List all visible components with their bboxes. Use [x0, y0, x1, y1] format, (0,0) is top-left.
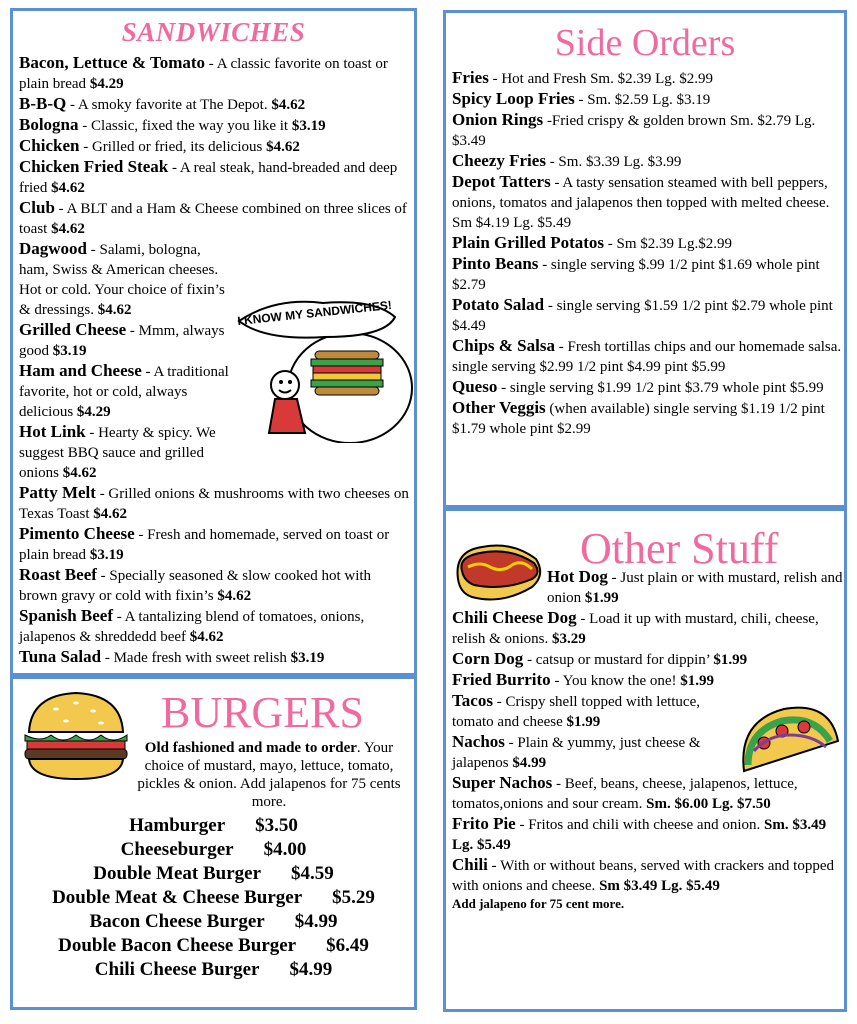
menu-item: Hot Link - Hearty & spicy. We suggest BBQ sauce and grilled onions $4.62: [19, 422, 216, 481]
menu-item: Queso - single serving $1.99 1/2 pint $3.79 whole pint $5.99: [452, 377, 824, 396]
menu-item: Pimento Cheese - Fresh and homemade, served on toast or plain bread $3.19: [19, 524, 390, 563]
sandwiches-section: [10, 8, 417, 676]
menu-item: Chicken - Grilled or fried, its delicious $4.62: [19, 136, 300, 155]
other-stuff-section: [443, 508, 847, 1012]
menu-item: Tuna Salad - Made fresh with sweet relish $3.19: [19, 647, 325, 666]
menu-item: Corn Dog - catsup or mustard for dippin’ $1.99: [452, 649, 748, 668]
menu-item: Chili - With or without beans, served with crackers and topped with onions and cheese. Sm $3.49 Lg. $5.49: [452, 855, 835, 894]
menu-item: Cheezy Fries - Sm. $3.39 Lg. $3.99: [452, 151, 682, 170]
other-stuff-title: Other Stuff: [580, 524, 779, 573]
menu-item: Patty Melt - Grilled onions & mushrooms with two cheeses on Texas Toast $4.62: [19, 483, 409, 522]
menu-item: B-B-Q - A smoky favorite at The Depot. $4.62: [19, 94, 306, 113]
menu-item: Bacon Cheese Burger $4.99: [89, 911, 338, 932]
sandwiches-title: SANDWICHES: [121, 17, 306, 47]
menu-item: Onion Rings -Fried crispy & golden brown Sm. $2.79 Lg. $3.49: [452, 110, 816, 149]
burgers-list: [13, 814, 414, 982]
menu-item: Fried Burrito - You know the one! $1.99: [452, 670, 715, 689]
menu-item: Depot Tatters - A tasty sensation steamed with bell peppers, onions, tomatos and jalapenos then topped with melted cheese. Sm $4.19 Lg. $5.49: [452, 172, 830, 231]
menu-item: Fries - Hot and Fresh Sm. $2.39 Lg. $2.99: [452, 68, 713, 87]
menu-item: Potato Salad - single serving $1.59 1/2 pint $2.79 whole pint $4.49: [452, 295, 833, 334]
menu-item: Bologna - Classic, fixed the way you like it $3.19: [19, 115, 326, 134]
menu-item: Dagwood - Salami, bologna, ham, Swiss & American cheeses. Hot or cold. Your choice of fixin’s & dressings. $4.62: [19, 239, 225, 318]
menu-item: Hamburger $3.50: [129, 815, 298, 836]
burger-icon: [21, 687, 131, 787]
side-orders-section: [443, 10, 847, 508]
menu-item: Ham and Cheese - A traditional favorite, hot or cold, always delicious $4.29: [19, 361, 229, 420]
menu-item: Chips & Salsa - Fresh tortillas chips and our homemade salsa. single serving $2.99 1/2 pint $4.99 pint $5.99: [452, 336, 842, 375]
menu-item: Roast Beef - Specially seasoned & slow cooked hot with brown gravy or cold with fixin’s $4.62: [19, 565, 372, 604]
menu-item: Other Veggis (when available) single serving $1.19 1/2 pint $1.79 whole pint $2.99: [452, 398, 825, 437]
bubble-text: I KNOW MY SANDWICHES!: [236, 297, 393, 329]
burgers-title: BURGERS: [161, 688, 364, 737]
menu-item: Nachos - Plain & yummy, just cheese & jalapenos $4.99: [452, 732, 701, 771]
sandwich-cartoon-icon: [235, 293, 413, 443]
menu-item: Double Meat & Cheese Burger $5.29: [52, 887, 375, 908]
menu-item: Pinto Beans - single serving $.99 1/2 pint $1.69 whole pint $2.79: [452, 254, 820, 293]
menu-item: Plain Grilled Potatos - Sm $2.39 Lg.$2.99: [452, 233, 732, 252]
menu-item: Frito Pie - Fritos and chili with cheese and onion. Sm. $3.49 Lg. $5.49: [452, 814, 827, 853]
side-orders-list: [452, 68, 844, 439]
menu-item: Double Bacon Cheese Burger $6.49: [58, 935, 369, 956]
menu-item: Spicy Loop Fries - Sm. $2.59 Lg. $3.19: [452, 89, 711, 108]
burgers-description: Old fashioned and made to order. Your choice of mustard, mayo, lettuce, tomato, pickles & onion. Add jalapenos for 75 cents more.: [137, 740, 401, 810]
taco-icon: [734, 691, 844, 791]
menu-item: Bacon, Lettuce & Tomato - A classic favorite on toast or plain bread $4.29: [19, 53, 388, 92]
menu-item: Hot Dog - Just plain or with mustard, relish and onion $1.99: [547, 567, 843, 606]
menu-item: Cheeseburger $4.00: [120, 839, 307, 860]
menu-item: Grilled Cheese - Mmm, always good $3.19: [19, 320, 225, 359]
menu-item: Tacos - Crispy shell topped with lettuce, tomato and cheese $1.99: [452, 691, 701, 730]
menu-item: Spanish Beef - A tantalizing blend of tomatoes, onions, jalapenos & shreddedd beef $4.62: [19, 606, 365, 645]
jalapeno-note: Add jalapeno for 75 cent more.: [452, 896, 625, 911]
burgers-section: [10, 676, 417, 1010]
side-orders-title: Side Orders: [554, 22, 736, 64]
menu-item: Club - A BLT and a Ham & Cheese combined on three slices of toast $4.62: [19, 198, 407, 237]
menu-item: Super Nachos - Beef, beans, cheese, jalapenos, lettuce, tomatos,onions and sour cream. Sm. $6.00 Lg. $7.50: [452, 773, 798, 812]
menu-item: Chili Cheese Burger $4.99: [94, 959, 333, 980]
menu-item: Chili Cheese Dog - Load it up with mustard, chili, cheese, relish & onions. $3.29: [452, 608, 819, 647]
menu-item: Chicken Fried Steak - A real steak, hand-breaded and deep fried $4.62: [19, 157, 398, 196]
menu-item: Double Meat Burger $4.59: [93, 863, 334, 884]
